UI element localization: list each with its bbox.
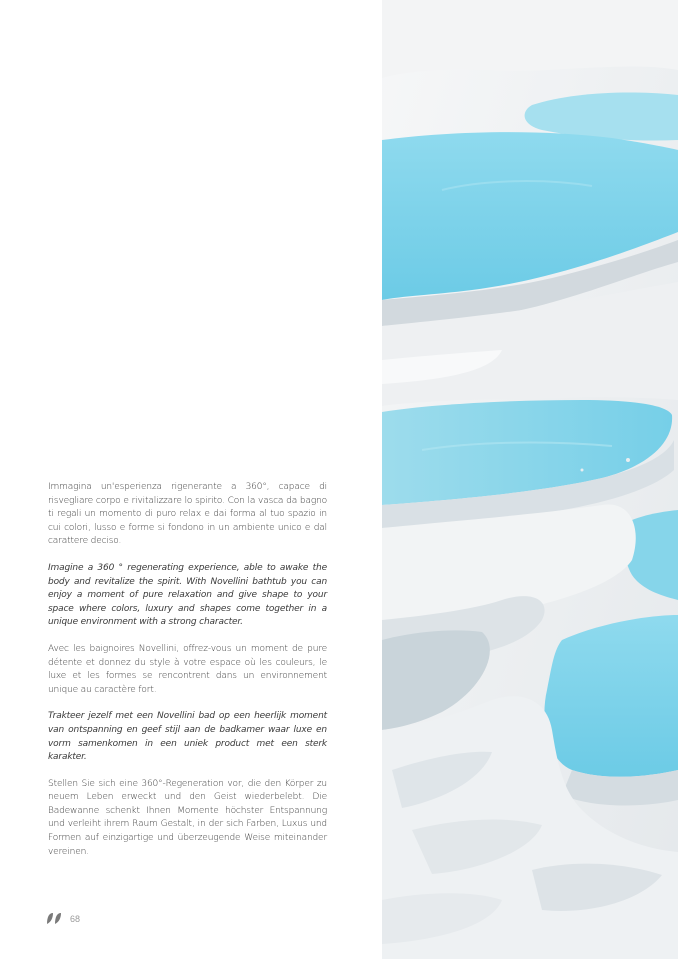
paragraph-dutch: Trakteer jezelf met een Novellini bad op een heerlijk moment van ontspanning en geef stijl aan de badkamer waar luxe en vorm samenkomen in een uniek product met een sterk karakter. [48, 711, 327, 763]
novellini-logo-icon [46, 912, 62, 925]
travertine-pools-photo [382, 0, 678, 959]
paragraph-french: Avec les baignoires Novellini, offrez-vous un moment de pure détente et donnez du style à votre espace où les couleurs, le luxe et les formes se rencontrent dans un environnement unique au caractère fort. [48, 643, 327, 695]
page-footer [46, 912, 80, 925]
page-number: 68 [70, 913, 81, 924]
paragraph-english: Imagine a 360 ° regenerating experience, able to awake the body and revitalize the spirit. With Novellini bathtub you can enjoy a moment of pure relaxation and give shape to your space where colors, luxury and shapes come together in a unique environment with a strong character. [48, 562, 327, 628]
travertine-pools-image [382, 0, 678, 959]
multilingual-text-block [48, 481, 327, 872]
paragraph-italian: Immagina un'esperienza rigenerante a 360°, capace di risvegliare corpo e rivitalizzare lo spirito. Con la vasca da bagno ti regali un momento di puro relax e dai forma al tuo spazio in cui colori, lusso e forme si fondono in un ambiente unico e dal carattere deciso. [48, 482, 327, 547]
paragraph-german: Stellen Sie sich eine 360°-Regeneration vor, die den Körper zu neuem Leben erweckt und den Geist wiederbelebt. Die Badewanne schenkt Ihnen Momente höchster Entspannung und verleiht ihrem Raum Gestalt, in der sich Farben, Luxus und Formen auf einzigartige und überzeugende Weise miteinander vereinen. [48, 778, 327, 857]
